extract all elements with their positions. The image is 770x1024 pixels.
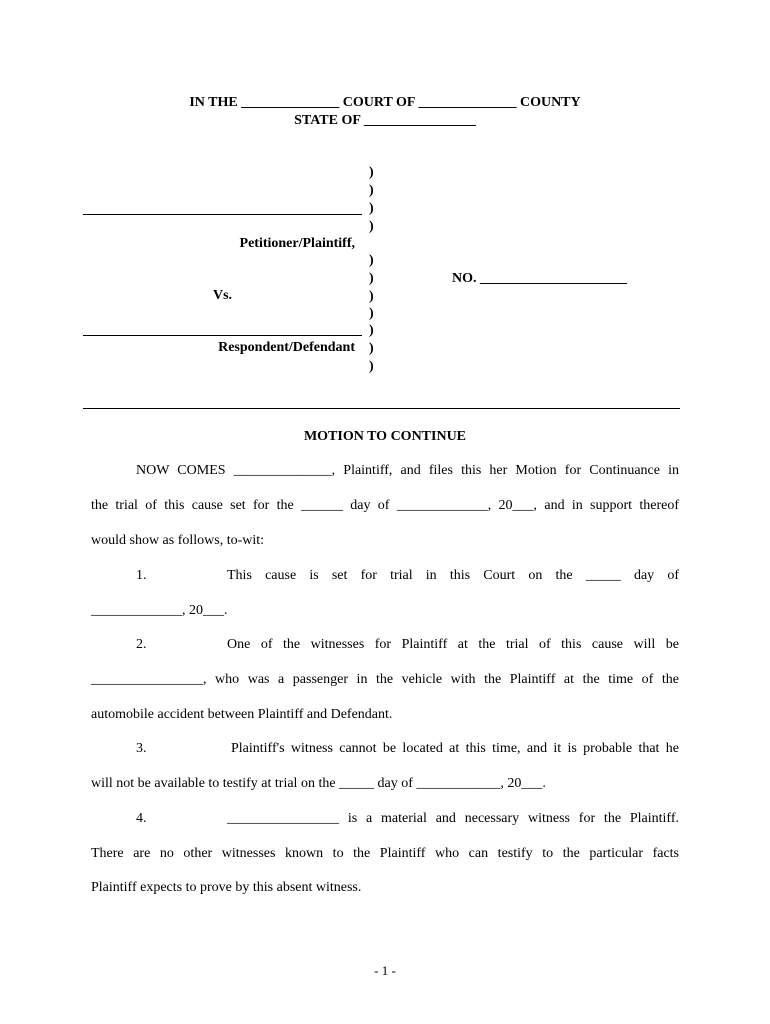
versus-label: Vs. [213,288,233,303]
item-line: will not be available to testify at trial on the _____ day of ____________, 20___. [91,776,546,791]
caption-paren: ) [369,271,374,286]
caption-paren: ) [369,165,374,180]
item-line: _____________, 20___. [91,603,228,618]
state-heading: STATE OF ________________ [294,113,476,128]
item-number: 1. [136,568,147,583]
respondent-label: Respondent/Defendant [218,340,355,355]
caption-paren: ) [369,183,374,198]
caption-paren: ) [369,359,374,374]
case-number: NO. _____________________ [452,271,627,286]
caption-paren: ) [369,253,374,268]
court-heading: IN THE ______________ COURT OF ______________ COUNTY [189,95,581,110]
petitioner-name-line [83,214,362,215]
page-number: - 1 - [374,963,396,978]
intro-line: would show as follows, to-wit: [91,533,265,548]
item-number: 3. [136,741,147,756]
caption-divider [83,408,680,409]
item-line: ________________ is a material and necessary witness for the Plaintiff. [227,811,679,826]
caption-paren: ) [369,306,374,321]
item-line: automobile accident between Plaintiff and Defendant. [91,707,393,722]
item-line: There are no other witnesses known to the Plaintiff who can testify to the particular facts [91,846,679,861]
item-line: Plaintiff's witness cannot be located at this time, and it is probable that he [231,741,679,756]
item-number: 4. [136,811,147,826]
item-line: This cause is set for trial in this Court on the _____ day of [227,568,679,583]
item-line: Plaintiff expects to prove by this absent witness. [91,880,362,895]
petitioner-label: Petitioner/Plaintiff, [239,236,355,251]
caption-paren: ) [369,289,374,304]
caption-paren: ) [369,323,374,338]
caption-paren: ) [369,341,374,356]
caption-paren: ) [369,201,374,216]
item-line: One of the witnesses for Plaintiff at the trial of this cause will be [227,637,679,652]
item-line: ________________, who was a passenger in the vehicle with the Plaintiff at the time of the [91,672,679,687]
caption-paren: ) [369,219,374,234]
motion-title: MOTION TO CONTINUE [303,429,467,444]
respondent-name-line [83,335,362,336]
item-number: 2. [136,637,147,652]
intro-line: the trial of this cause set for the ______ day of _____________, 20___, and in support thereof [91,498,679,513]
intro-line: NOW COMES ______________, Plaintiff, and files this her Motion for Continuance in [136,463,679,478]
